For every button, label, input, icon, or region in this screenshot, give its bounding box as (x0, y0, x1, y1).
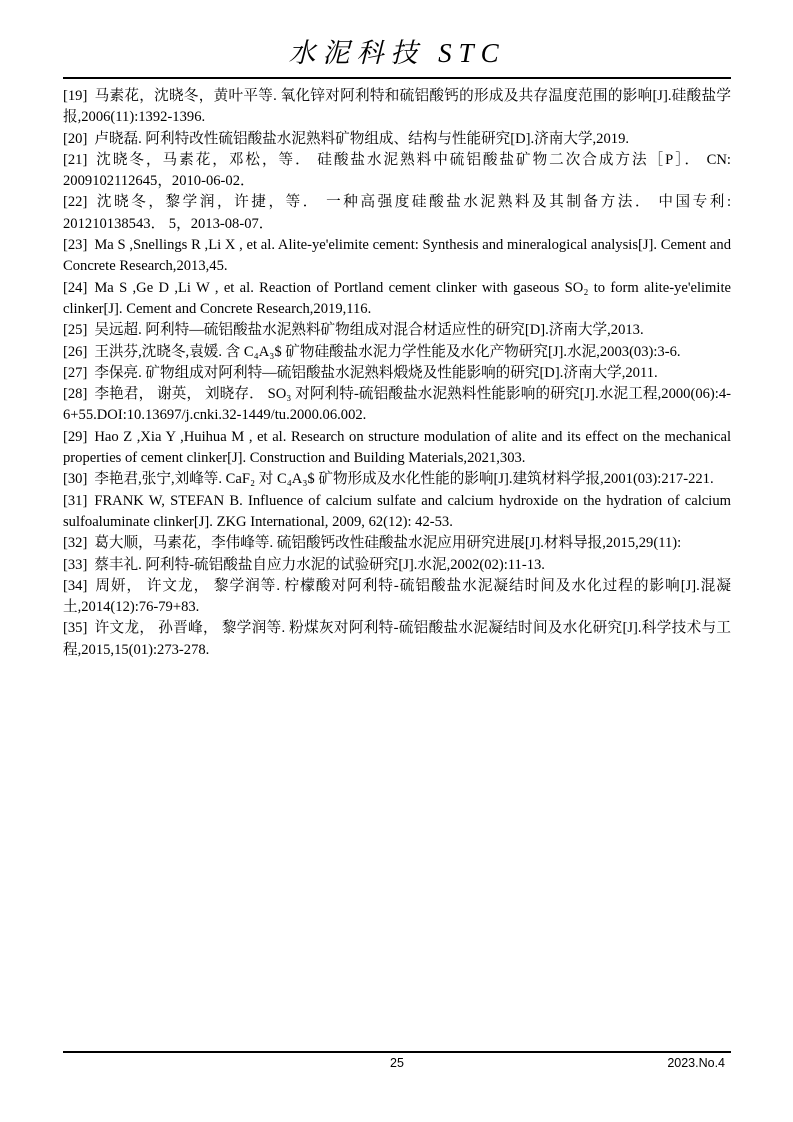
reference-text: 沈晓冬，马素花，邓松，等． 硅酸盐水泥熟料中硫铝酸盐矿物二次合成方法［P］． CN: 2009102112645，2010-06-02． (63, 151, 731, 190)
reference-item (63, 320, 731, 341)
reference-text: 吴远超. 阿利特—硫铝酸盐水泥熟料矿物组成对混合材适应性的研究[D].济南大学,2013. (94, 322, 644, 339)
reference-label: [19] (63, 88, 88, 104)
reference-label: [22] (63, 194, 88, 211)
reference-item (63, 555, 731, 576)
reference-text: 李艳君， 谢英， 刘晓存． SO₃ 对阿利特-硫铝酸盐水泥熟料性能影响的研究[J].水泥工程,2000(06):4-6+55.DOI:10.13697/j.cnki.32-1449/tu.2000.06.002. (63, 386, 731, 424)
page-header (63, 36, 731, 79)
reference-item (63, 427, 731, 470)
footer-rule (63, 1051, 731, 1053)
reference-text: 周妍， 许文龙， 黎学润等. 柠檬酸对阿利特-硫铝酸盐水泥凝结时间及水化过程的影响[J].混凝土,2014(12):76-79+83. (63, 577, 731, 616)
reference-label: [27] (63, 364, 88, 381)
reference-text: 李艳君,张宁,刘峰等. CaF₂ 对 C₄A₃$ 矿物形成及水化性能的影响[J].建筑材料学报,2001(03):217-221. (94, 471, 714, 488)
reference-text: 蔡丰礼. 阿利特-硫铝酸盐自应力水泥的试验研究[J].水泥,2002(02):11-13. (94, 556, 545, 573)
reference-label: [34] (63, 577, 88, 594)
reference-label: [21] (63, 151, 88, 168)
reference-label: [32] (63, 535, 88, 552)
reference-item (63, 342, 731, 363)
journal-title: 水泥科技 STC (288, 38, 506, 68)
reference-text: 卢晓磊. 阿利特改性硫铝酸盐水泥熟料矿物组成、结构与性能研究[D].济南大学,2019. (94, 130, 630, 147)
reference-label: [23] (63, 237, 88, 254)
reference-label: [30] (63, 471, 88, 488)
reference-text: 马素花，沈晓冬，黄叶平等. 氧化锌对阿利特和硫铝酸钙的形成及共存温度范围的影响[J].硅酸盐学报,2006(11):1392-1396. (63, 88, 731, 126)
reference-label: [25] (63, 322, 88, 339)
page-number: 25 (390, 1056, 404, 1070)
reference-text: Ma S ,Snellings R ,Li X , et al. Alite-ye'elimite cement: Synthesis and mineralogical analysis[J]. Cement and Concrete Research,2013,45. (63, 237, 731, 275)
reference-item (63, 192, 731, 235)
reference-text: 王洪芬,沈晓冬,袁媛. 含 C₄A₃$ 矿物硅酸盐水泥力学性能及水化产物研究[J].水泥,2003(03):3-6. (94, 343, 681, 360)
reference-item (63, 129, 731, 150)
reference-label: [24] (63, 279, 88, 296)
reference-text: 葛大顺，马素花，李伟峰等. 硫铝酸钙改性硅酸盐水泥应用研究进展[J].材料导报,2015,29(11): (94, 535, 682, 552)
page-footer (63, 1051, 731, 1074)
reference-item (63, 618, 731, 661)
reference-text: Hao Z ,Xia Y ,Huihua M , et al. Research on structure modulation of alite and its effect on the mechanical properties of cement clinker[J]. Construction and Building Materials,2021,303. (63, 428, 731, 467)
reference-label: [20] (63, 130, 88, 147)
reference-text: 沈晓冬，黎学润，许捷，等． 一种高强度硅酸盐水泥熟料及其制备方法． 中国专利: 201210138543． 5，2013-08-07． (63, 194, 731, 232)
header-rule (63, 77, 731, 79)
reference-item (63, 235, 731, 278)
reference-label: [29] (63, 428, 88, 445)
issue-number: 2023.No.4 (667, 1056, 725, 1070)
reference-item (63, 384, 731, 427)
references-list (63, 86, 731, 661)
reference-item (63, 576, 731, 619)
reference-text: 李保亮. 矿物组成对阿利特—硫铝酸盐水泥熟料煅烧及性能影响的研究[D].济南大学,2011. (94, 364, 658, 381)
reference-label: [35] (63, 620, 88, 637)
reference-label: [31] (63, 492, 88, 509)
reference-item (63, 278, 731, 321)
reference-text: FRANK W, STEFAN B. Influence of calcium sulfate and calcium hydroxide on the hydration of calcium sulfoaluminate clinker[J]. ZKG International, 2009, 62(12): 42-53. (63, 492, 731, 530)
reference-item (63, 491, 731, 534)
reference-item (63, 150, 731, 193)
reference-item (63, 363, 731, 384)
reference-text: Ma S ,Ge D ,Li W , et al. Reaction of Portland cement clinker with gaseous SO₂ to form alite-ye'elimite clinker[J]. Cement and Concrete Research,2019,116. (63, 279, 731, 317)
reference-item (63, 86, 731, 129)
footer-row (63, 1056, 731, 1074)
reference-item (63, 469, 731, 490)
reference-label: [33] (63, 556, 88, 573)
reference-item (63, 533, 731, 554)
reference-text: 许文龙， 孙晋峰， 黎学润等. 粉煤灰对阿利特-硫铝酸盐水泥凝结时间及水化研究[J].科学技术与工程,2015,15(01):273-278. (63, 620, 731, 658)
reference-label: [28] (63, 386, 88, 403)
reference-label: [26] (63, 343, 88, 360)
